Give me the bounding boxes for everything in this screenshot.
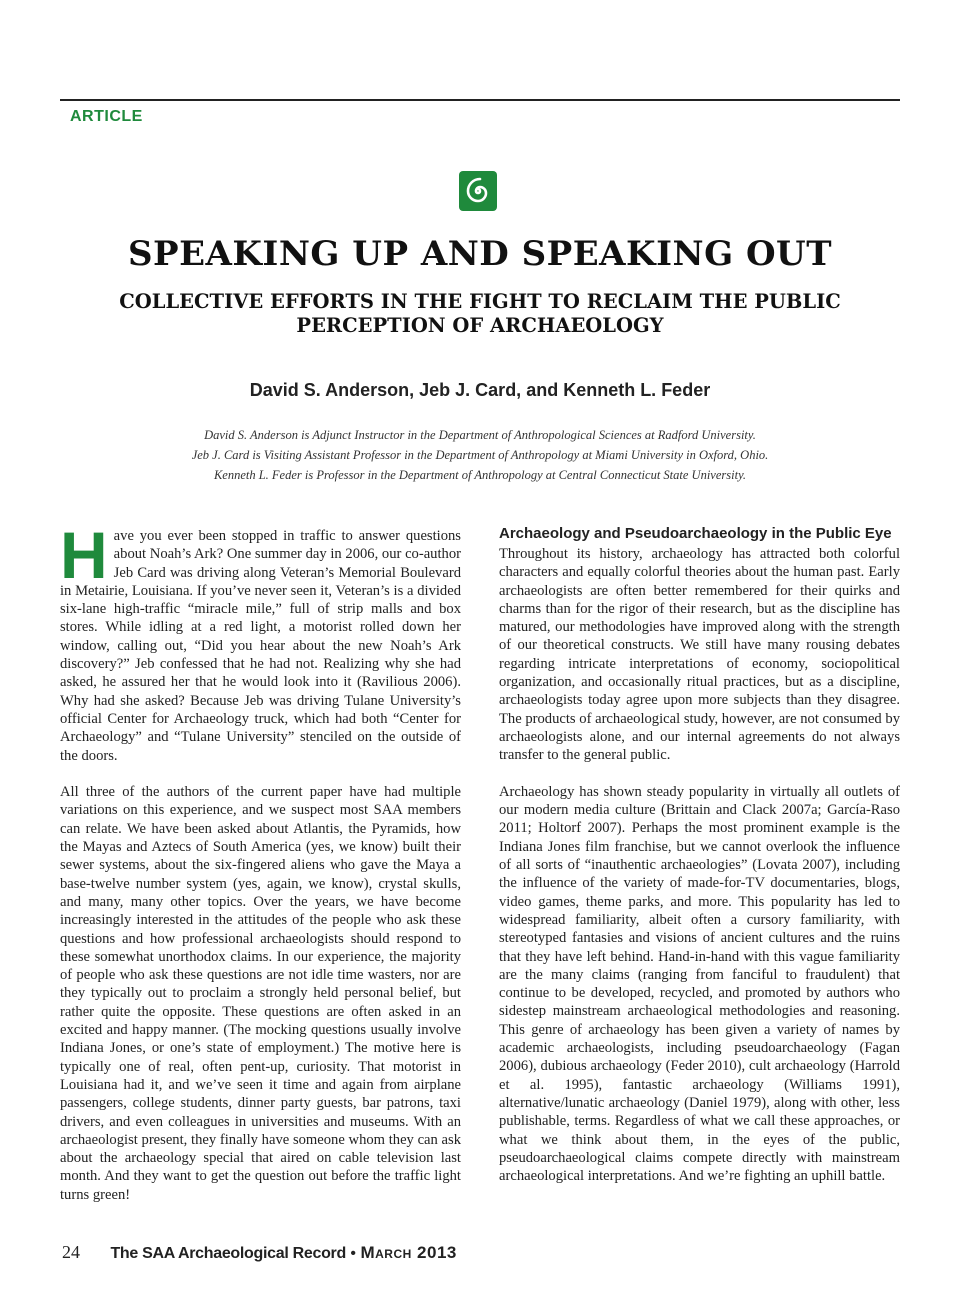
dropcap: H xyxy=(60,518,108,592)
article-subtitle: COLLECTIVE EFFORTS IN THE FIGHT TO RECLAIM THE PUBLIC PERCEPTION OF ARCHAEOLOGY xyxy=(119,290,841,337)
page-footer xyxy=(62,1242,457,1263)
body-paragraph xyxy=(60,518,461,765)
footer-separator: • xyxy=(350,1245,357,1262)
paragraph-text: ave you ever been stopped in traffic to answer questions about Noah’s Ark? One summer day in 2006, our co-author Jeb Card was driving along Veteran’s Memorial Boulevard in Metairie, Louisiana. If you’ve never seen it, Veteran’s is a divided six-lane high-traffic “miracle mile,” full of strip malls and box stores. While idling at a red light, a motorist rolled down her window, calling out, “Did you hear about the new Noah’s Ark discovery?” Jeb confessed that he had not. Realizing why she had asked, he assured her that he would look into it (Ravilious 2006). Why had she asked? Because Jeb was driving Tulane University’s official Center for Archaeology truck, which had both “Center for Archaeology” and “Tulane University” stenciled on the outside of the doors. xyxy=(60,528,461,764)
affiliation-line: Kenneth L. Feder is Professor in the Department of Anthropology at Central Connecticut State University. xyxy=(213,468,747,482)
spiral-icon xyxy=(458,170,498,212)
issue-date: March 2013 xyxy=(360,1243,457,1262)
header-rule xyxy=(60,99,900,101)
affiliation-line: Jeb J. Card is Visiting Assistant Professor in the Department of Anthropology at Miami University in Oxford, Ohio. xyxy=(191,448,769,462)
section-kicker: ARTICLE xyxy=(70,108,143,125)
right-column xyxy=(499,523,900,1204)
page-number: 24 xyxy=(62,1242,80,1262)
affiliation-line: David S. Anderson is Adjunct Instructor in the Department of Anthropological Sciences at Radford University. xyxy=(204,428,756,442)
journal-name: The SAA Archaeological Record xyxy=(110,1245,346,1262)
body-paragraph: Archaeology has shown steady popularity in virtually all outlets of our modern media culture (Brittain and Clack 2007a; García-Raso 2011; Holtorf 2007). Perhaps the most prominent example is the Indiana Jones film franchise, but we cannot overlook the influence of all sorts of “inauthentic archaeologies” (Lovata 2007), including the influence of the variety of made-for-TV documentaries, blogs, video games, theme parks, and more. This popularity has led to widespread familiarity, albeit often a cursory familiarity, with stereotyped fantasies and visions of ancient cultures and the ruins that they have left behind. Hand-in-hand with this vague familiarity are the many claims (ranging from fanciful to fraudulent) that continue to be developed, recycled, and promoted by authors who sidestep mainstream archaeological methodologies and reasoning. This genre of archaeology has been given a variety of names by academic archaeologists, including pseudoarchaeology (Fagan 2006), dubious archaeology (Feder 2010), cult archaeology (Harrold et al. 1995), fantastic archaeology (Williams 1991), alternative/lunatic archaeology (Daniel 1979), along with other, less publishable, terms. Regardless of what we call these approaches, or what we think about them, in the eyes of the public, pseudoarchaeological claims compete directly with mainstream archaeological interpretations. And we’re fighting an uphill battle. xyxy=(499,783,900,1185)
article-authors: David S. Anderson, Jeb J. Card, and Kenneth L. Feder xyxy=(249,380,711,400)
body-paragraph: All three of the authors of the current paper have had multiple variations on this experience, and we suspect most SAA members can relate. We have been asked about Atlantis, the Pyramids, how the Mayas and Aztecs of South America (yes, we know) built their sewer systems, about the six-fingered aliens who gave the Maya a base-twelve number system (yes, again, we know), crystal skulls, and many, many other topics. Over the years, we have become increasingly interested in the attitudes of the people who ask these questions and how professional archaeologists should respond to these somewhat unorthodox claims. In our experience, the majority of people who ask these questions are not idle time wasters, nor are they typically out to proclaim a strongly held personal belief, but rather quite the opposite. These questions are often asked in an excited and happy manner. (The mocking questions usually involve Indiana Jones, or one’s state of employment.) The motive here is typically one of real, often pent-up, curiosity. That motorist in Louisiana had it, and we’ve seen it time and again from airplane passengers, college students, dinner party guests, bar patrons, taxi drivers, and even colleagues in universities and museums. With an archaeologist present, they finally have someone whom they can ask about the archaeology special that aired on cable television last month. And they want to get the question out before the traffic light turns green! xyxy=(60,784,461,1203)
body-paragraph: Throughout its history, archaeology has attracted both colorful characters and equally colorful theories about the human past. Early archaeologists are often better remembered for their quirks and charms than for the rigor of their research, but as the discipline has matured, our methodologies have improved along with the strength of our theoretical constructs. We still have many rousing debates regarding intricate interpretations of economy, sociopolitical organization, and occasionally ritual practices, but as a discipline, archaeologists today agree upon more subjects than they disagree. The products of archaeological study, however, are not consumed by archaeologists alone, and our internal agreements do not always transfer to the general public. xyxy=(499,546,900,764)
left-column xyxy=(60,518,461,1222)
author-affiliations xyxy=(100,425,860,485)
article-title: SPEAKING UP AND SPEAKING OUT xyxy=(127,234,833,274)
section-heading: Archaeology and Pseudoarchaeology in the Public Eye xyxy=(499,525,892,542)
